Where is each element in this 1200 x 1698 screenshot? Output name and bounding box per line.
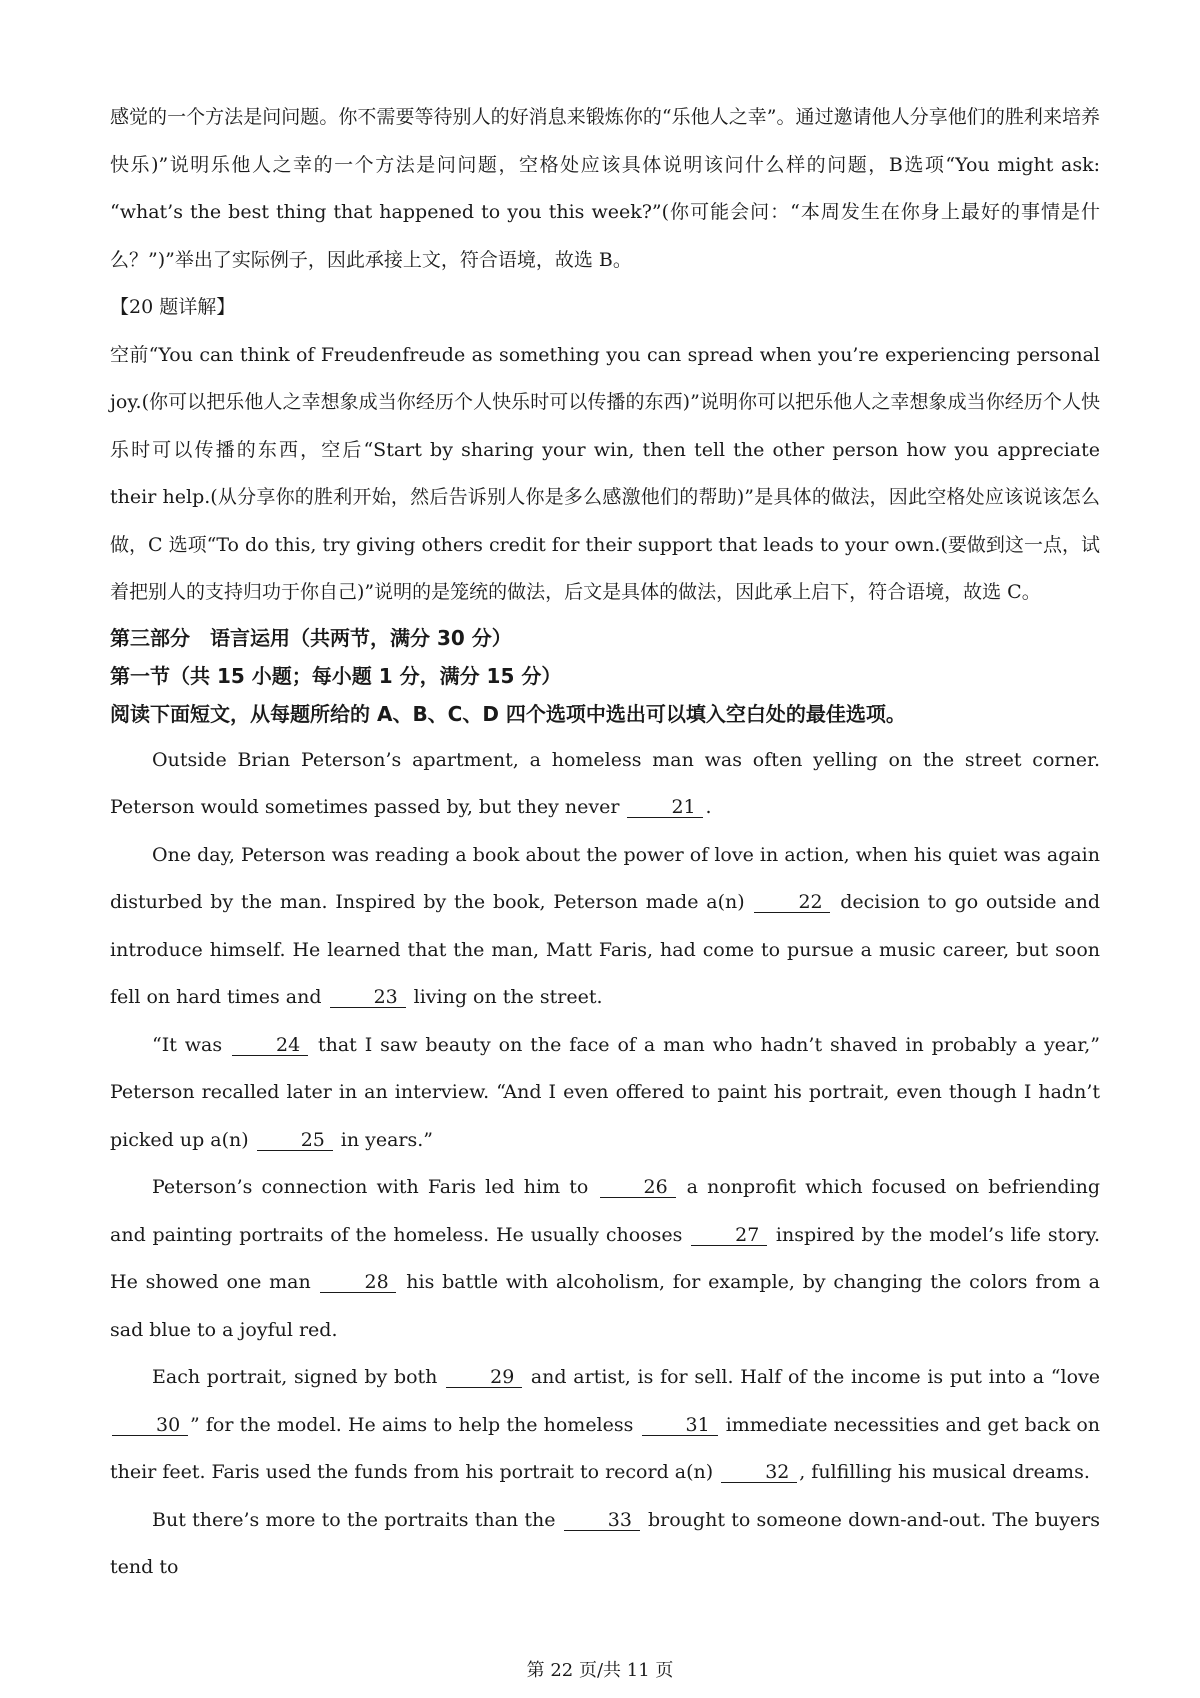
blank-29: 29 bbox=[446, 1367, 522, 1388]
text-segment: inspired by the model’s life story. He showed one man bbox=[110, 1223, 1100, 1293]
section1-title: 第一节（共 15 小题；每小题 1 分，满分 15 分） bbox=[110, 663, 562, 688]
blank-21: 21 bbox=[627, 797, 703, 818]
text-segment: and artist, is for sell. Half of the income is put into a “love bbox=[524, 1366, 1100, 1388]
blank-25: 25 bbox=[257, 1130, 333, 1151]
text-segment: that I saw beauty on the face of a man who hadn’t shaved in probably a year,” Peterson recalled later in an interview. “And I even offered to paint his portrait, even though I hadn’t picked up a(n) bbox=[110, 1033, 1100, 1151]
blank-31: 31 bbox=[642, 1415, 718, 1436]
text-segment: decision to go outside and introduce himself. He learned that the man, Matt Faris, had come to pursue a music career, but soon fell on hard times and bbox=[110, 891, 1100, 1008]
page-footer: 第 22 页/共 11 页 bbox=[526, 1660, 674, 1681]
passage-paragraph-1 bbox=[110, 737, 1100, 832]
blank-27: 27 bbox=[691, 1225, 767, 1246]
text-segment: Each portrait, signed by both bbox=[152, 1366, 445, 1388]
q20-tag: 【20 题详解】 bbox=[110, 296, 236, 318]
text-segment: ” for the model. He aims to help the homeless bbox=[190, 1413, 640, 1436]
text-segment: “It was bbox=[152, 1033, 231, 1056]
text-segment: . bbox=[705, 796, 712, 818]
text-segment: Outside Brian Peterson’s apartment, a homeless man was often yelling on the street corner. Peterson would sometimes passed by, but they never bbox=[110, 748, 1100, 818]
blank-28: 28 bbox=[320, 1272, 396, 1293]
text-segment: his battle with alcoholism, for example, by changing the colors from a sad blue to a joyful red. bbox=[110, 1271, 1100, 1341]
part3-title: 第三部分 语言运用（共两节，满分 30 分） bbox=[110, 625, 512, 650]
blank-24: 24 bbox=[232, 1035, 308, 1056]
blank-23: 23 bbox=[330, 987, 406, 1008]
text-segment: But there’s more to the portraits than the bbox=[152, 1508, 562, 1531]
text-segment: a nonprofit which focused on befriending and painting portraits of the homeless. He usually chooses bbox=[110, 1176, 1101, 1246]
instruction: 阅读下面短文，从每题所给的 A、B、C、D 四个选项中选出可以填入空白处的最佳选项。 bbox=[110, 701, 906, 726]
blank-30: 30 bbox=[112, 1415, 188, 1436]
passage-paragraph-6 bbox=[110, 1497, 1100, 1592]
passage-paragraph-5 bbox=[110, 1354, 1100, 1497]
blank-26: 26 bbox=[600, 1177, 676, 1198]
text-segment: in years.” bbox=[334, 1128, 434, 1151]
text-segment: living on the street. bbox=[407, 986, 603, 1008]
blank-22: 22 bbox=[754, 892, 830, 913]
q19-analysis-tail: 感觉的一个方法是问问题。你不需要等待别人的好消息来锻炼你的“乐他人之幸”。通过邀请他人分享他们的胜利来培养快乐)”说明乐他人之幸的一个方法是问问题，空格处应该具体说明该问什么样的问题，B选项“You might ask: “what’s the best thing that happened to you this week?”(你可能会问：“本周发生在你身上最好的事情是什么？”)”举出了实际例子，因此承接上文，符合语境，故选 B。 bbox=[110, 106, 1100, 271]
passage-paragraph-4 bbox=[110, 1164, 1100, 1354]
cloze-passage bbox=[110, 737, 1100, 1592]
blank-33: 33 bbox=[564, 1510, 640, 1531]
passage-paragraph-2 bbox=[110, 832, 1100, 1022]
text-segment: , fulfilling his musical dreams. bbox=[799, 1461, 1090, 1483]
q20-analysis: 空前“You can think of Freudenfreude as something you can spread when you’re experiencing personal joy.(你可以把乐他人之幸想象成当你经历个人快乐时可以传播的东西)”说明你可以把乐他人之幸想象成当你经历个人快乐时可以传播的东西，空后“Start by sharing your win, then tell the other person how you appreciate their help.(从分享你的胜利开始，然后告诉别人你是多么感激他们的帮助)”是具体的做法，因此空格处应该说该怎么做，C 选项“To do this, try giving others credit for their support that leads to your own.(要做到这一点，试着把别人的支持归功于你自己)”说明的是笼统的做法，后文是具体的做法，因此承上启下，符合语境，故选 C。 bbox=[110, 343, 1100, 603]
text-segment: Peterson’s connection with Faris led him to bbox=[152, 1176, 598, 1198]
document-page bbox=[110, 94, 1100, 1592]
text-segment: brought to someone down-and-out. The buyers tend to bbox=[110, 1508, 1100, 1578]
passage-paragraph-3 bbox=[110, 1022, 1100, 1165]
text-segment: immediate necessities and get back on their feet. Faris used the funds from his portrait to record a(n) bbox=[110, 1413, 1100, 1483]
blank-32: 32 bbox=[721, 1462, 797, 1483]
text-segment: One day, Peterson was reading a book about the power of love in action, when his quiet was again disturbed by the man. Inspired by the book, Peterson made a(n) bbox=[110, 843, 1100, 913]
